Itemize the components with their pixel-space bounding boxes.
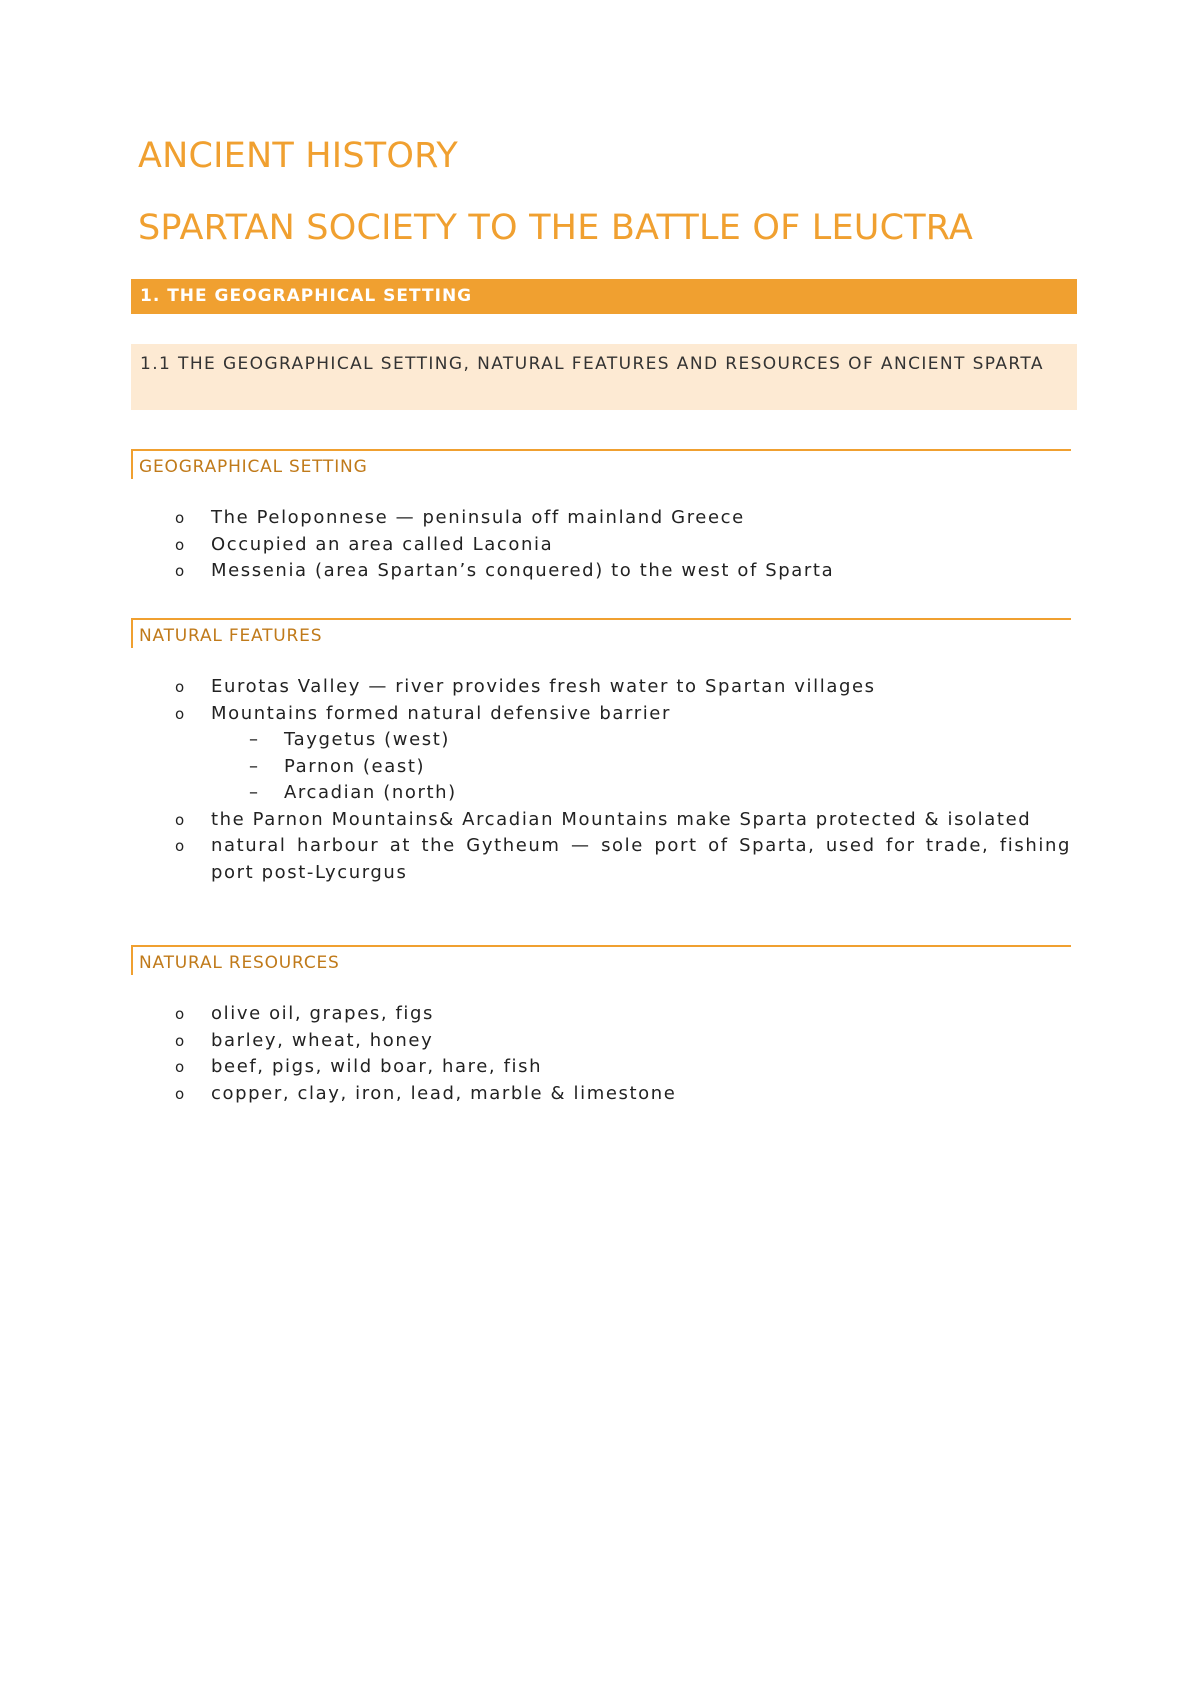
list-item-text: olive oil, grapes, figs (211, 1003, 435, 1024)
list-item-text: Mountains formed natural defensive barrier (211, 702, 671, 724)
sublist-item-text: Arcadian (north) (284, 782, 457, 803)
sublist-item (211, 754, 1071, 781)
bullet-icon: o (175, 704, 186, 723)
list-item (0, 505, 1071, 532)
list-item (0, 833, 1071, 886)
mountains-sublist (211, 727, 1071, 807)
bullet-icon: o (175, 509, 186, 527)
natural-features-heading-text: NATURAL FEATURES (139, 626, 323, 646)
list-item (0, 1028, 1071, 1055)
section-heading-text: 1. THE GEOGRAPHICAL SETTING (140, 286, 473, 306)
list-item-text: The Peloponnese — peninsula off mainland Greece (211, 507, 745, 528)
list-item (0, 701, 1071, 807)
dash-icon: – (249, 729, 260, 750)
natural-resources-list (0, 1001, 1200, 1107)
list-item (0, 558, 1071, 585)
sublist-item-text: Taygetus (west) (284, 729, 451, 750)
list-item (0, 1054, 1071, 1081)
sublist-item (211, 727, 1071, 754)
list-item (0, 807, 1071, 834)
bullet-icon: o (175, 535, 186, 554)
bullet-icon: o (175, 1031, 186, 1050)
list-item (0, 1001, 1071, 1028)
list-item (0, 532, 1071, 559)
bullet-icon: o (175, 1005, 186, 1023)
bullet-icon: o (175, 837, 186, 855)
list-item-text: barley, wheat, honey (211, 1029, 434, 1051)
list-item (0, 1081, 1071, 1108)
geographical-setting-list (0, 505, 1200, 585)
sublist-item-text: Parnon (east) (284, 755, 426, 777)
geographical-setting-heading (131, 449, 1071, 479)
bullet-icon: o (175, 562, 186, 580)
geographical-setting-heading-text: GEOGRAPHICAL SETTING (139, 457, 368, 477)
natural-features-heading (131, 618, 1071, 648)
natural-resources-heading (131, 945, 1071, 975)
list-item-text: the Parnon Mountains& Arcadian Mountains make Sparta protected & isolated (211, 808, 1032, 830)
natural-resources-heading-text: NATURAL RESOURCES (139, 953, 340, 973)
bullet-icon: o (175, 678, 186, 696)
subsection-heading-bar (131, 344, 1077, 410)
list-item-text: Messenia (area Spartan’s conquered) to the west of Sparta (211, 560, 835, 581)
list-item-text: beef, pigs, wild boar, hare, fish (211, 1056, 543, 1077)
list-item-text: copper, clay, iron, lead, marble & limestone (211, 1082, 677, 1104)
list-item (0, 674, 1071, 701)
list-item-text: Eurotas Valley — river provides fresh water to Spartan villages (211, 676, 876, 697)
bullet-icon: o (175, 1084, 186, 1103)
dash-icon: – (249, 782, 260, 803)
list-item-text: Occupied an area called Laconia (211, 533, 554, 555)
section-heading-bar (131, 279, 1077, 314)
natural-features-list (0, 674, 1200, 886)
document-title: ANCIENT HISTORY (138, 136, 458, 176)
sublist-item (211, 780, 1071, 807)
bullet-icon: o (175, 810, 186, 829)
subsection-heading-text: 1.1 THE GEOGRAPHICAL SETTING, NATURAL FEATURES AND RESOURCES OF ANCIENT SPARTA (140, 354, 1044, 374)
dash-icon: – (249, 755, 260, 777)
bullet-icon: o (175, 1058, 186, 1076)
document-subtitle: SPARTAN SOCIETY TO THE BATTLE OF LEUCTRA (138, 208, 974, 248)
list-item-text: natural harbour at the Gytheum — sole port of Sparta, used for trade, fishing port post-Lycurgus (211, 835, 1071, 883)
